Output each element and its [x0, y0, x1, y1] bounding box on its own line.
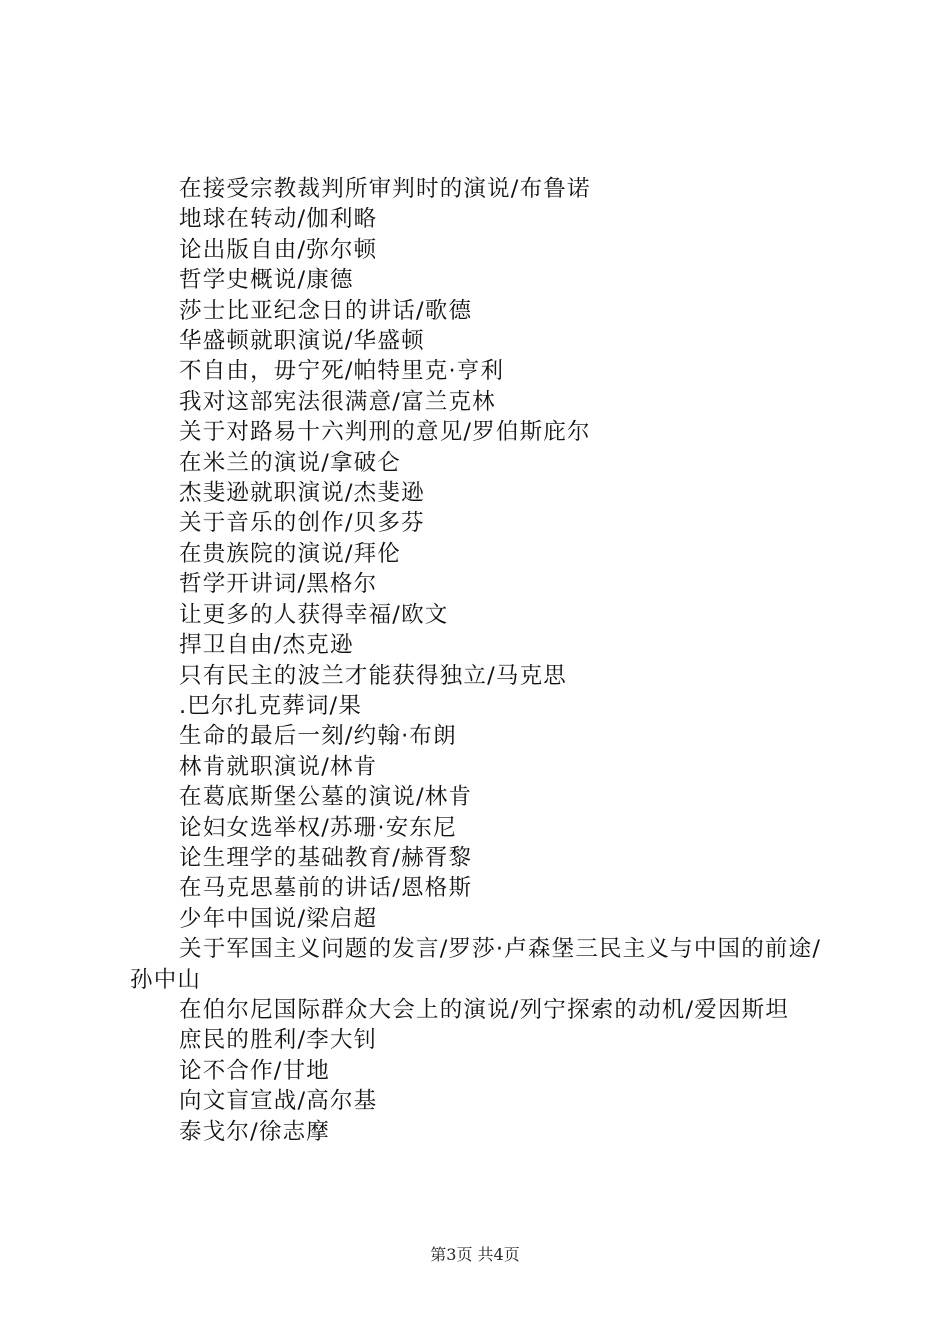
text-line: 只有民主的波兰才能获得独立/马克思	[179, 662, 567, 689]
text-line: 论不合作/甘地	[179, 1057, 330, 1084]
text-line: 华盛顿就职演说/华盛顿	[179, 328, 425, 355]
text-line: 论出版自由/弥尔顿	[179, 236, 378, 263]
text-line: 庶民的胜利/李大钊	[179, 1027, 378, 1054]
text-line: 杰斐逊就职演说/杰斐逊	[179, 480, 425, 507]
text-line: .巴尔扎克葬词/果	[179, 692, 363, 719]
text-line: 在葛底斯堡公墓的演说/林肯	[179, 784, 473, 811]
text-line: 不自由，毋宁死/帕特里克·亨利	[179, 358, 505, 385]
text-line: 在马克思墓前的讲话/恩格斯	[179, 875, 473, 902]
page-footer	[0, 1242, 950, 1265]
text-line: 地球在转动/伽利略	[179, 206, 378, 233]
document-body	[130, 174, 835, 1147]
text-line: 捍卫自由/杰克逊	[179, 632, 354, 659]
text-paragraph: 关于军国主义问题的发言/罗莎·卢森堡三民主义与中国的前途/孙中山	[130, 936, 822, 993]
text-line: 在接受宗教裁判所审判时的演说/布鲁诺	[179, 176, 591, 202]
text-line: 我对这部宪法很满意/富兰克林	[179, 388, 496, 415]
text-line: 泰戈尔/徐志摩	[179, 1118, 330, 1145]
text-line: 哲学史概说/康德	[179, 267, 354, 294]
text-line: 关于对路易十六判刑的意见/罗伯斯庇尔	[179, 419, 591, 446]
text-line: 向文盲宣战/高尔基	[179, 1088, 378, 1115]
text-line: 哲学开讲词/黑格尔	[179, 571, 378, 598]
text-line: 莎士比亚纪念日的讲话/歌德	[179, 297, 473, 324]
text-line: 论生理学的基础教育/赫胥黎	[179, 844, 473, 871]
text-line: 论妇女选举权/苏珊·安东尼	[179, 814, 457, 841]
text-line: 在贵族院的演说/拜伦	[179, 540, 402, 567]
text-line: 生命的最后一刻/约翰·布朗	[179, 723, 457, 750]
text-line: 少年中国说/梁启超	[179, 905, 378, 932]
text-paragraph: 在伯尔尼国际群众大会上的演说/列宁探索的动机/爱因斯坦	[179, 996, 790, 1023]
text-line: 在米兰的演说/拿破仑	[179, 449, 402, 476]
text-line: 林肯就职演说/林肯	[179, 753, 378, 780]
text-line: 让更多的人获得幸福/欧文	[179, 601, 449, 628]
text-line: 关于音乐的创作/贝多芬	[179, 510, 425, 537]
page-number: 第3页 共4页	[430, 1245, 520, 1264]
